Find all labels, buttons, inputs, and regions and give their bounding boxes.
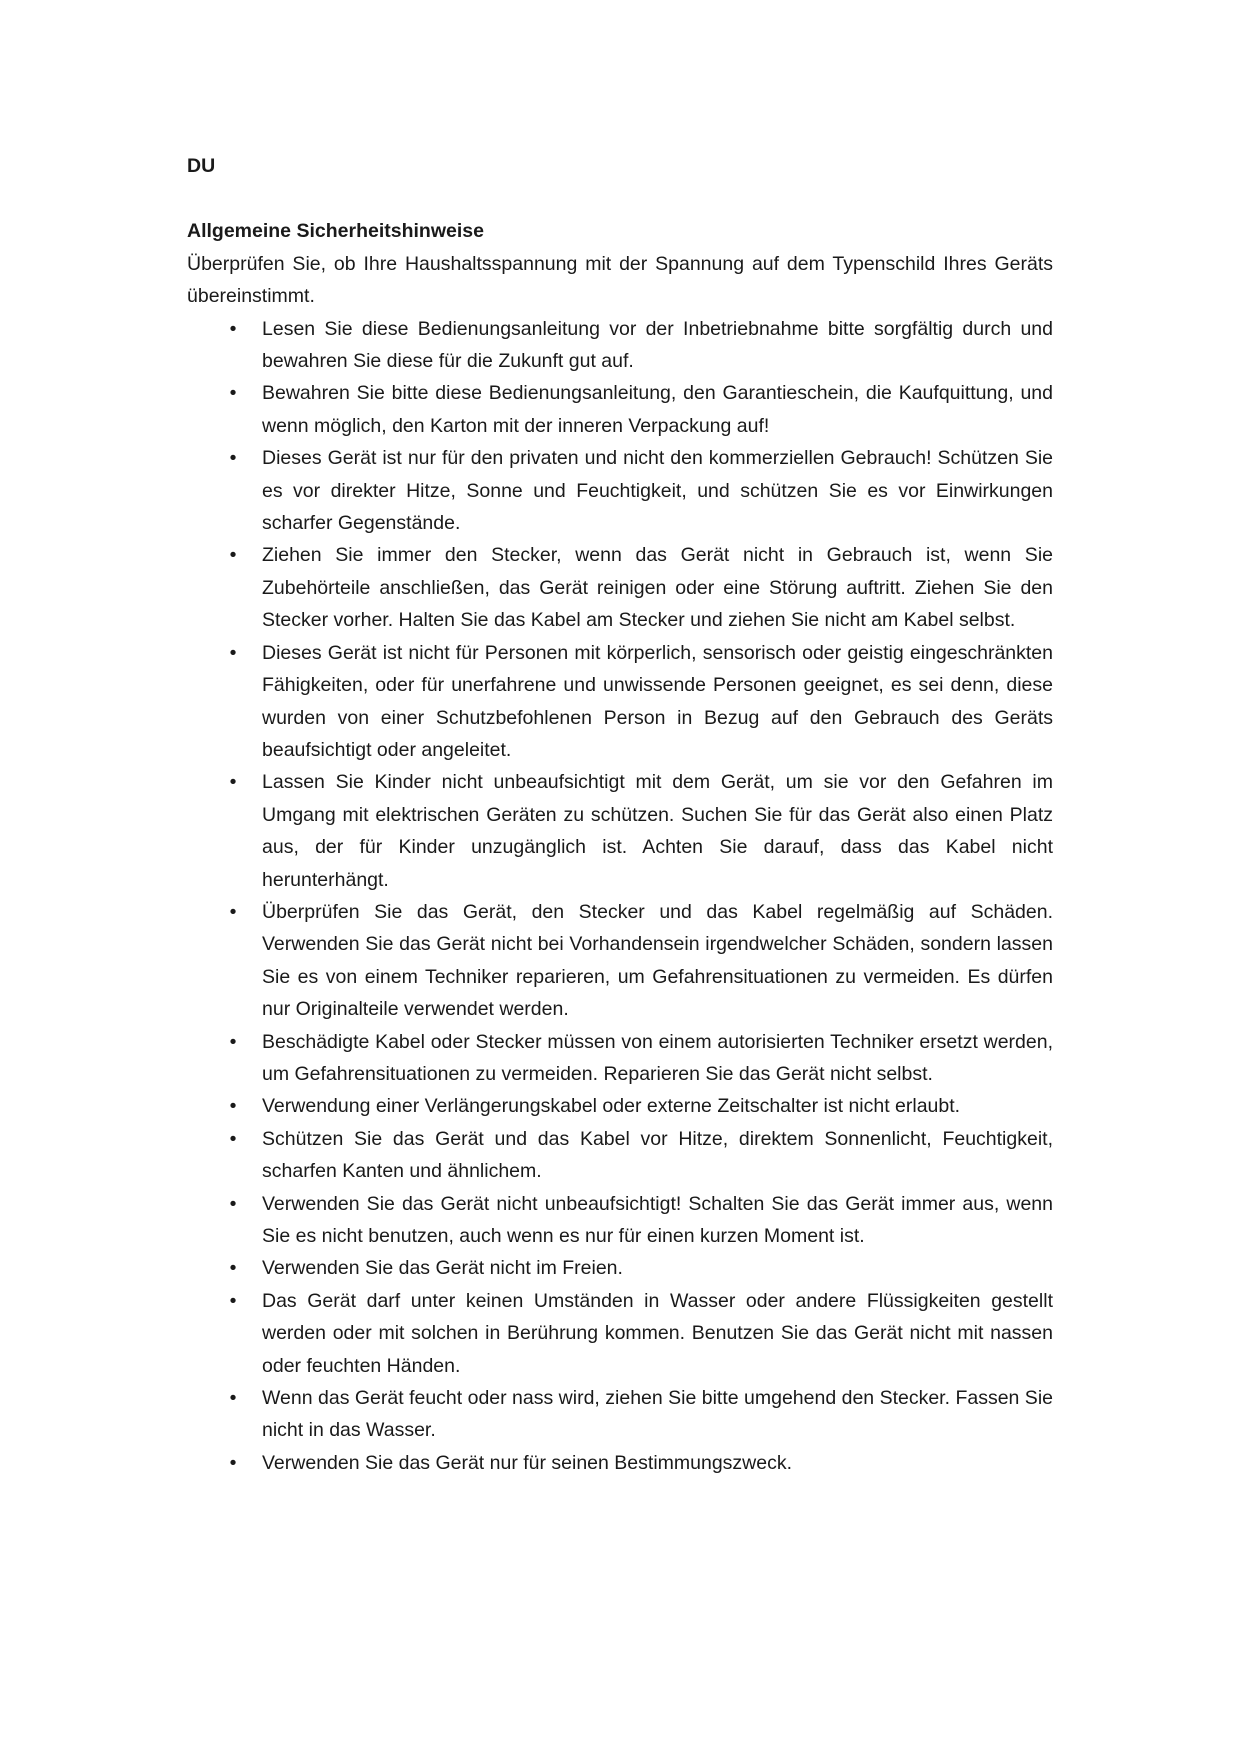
document-content — [187, 150, 1053, 1479]
bullet-icon: • — [229, 1030, 237, 1053]
bullet-icon: • — [229, 1451, 237, 1474]
bullet-icon: • — [229, 1095, 237, 1118]
list-item — [187, 1285, 1053, 1382]
list-item-text: Ziehen Sie immer den Stecker, wenn das Gerät nicht in Gebrauch ist, wenn Sie Zubehörteile anschließen, das Gerät reinigen oder eine Störung auftritt. Ziehen Sie den Stecker vorher. Halten Sie das Kabel am Stecker und ziehen Sie nicht am Kabel selbst. — [262, 544, 1053, 632]
list-item-text: Wenn das Gerät feucht oder nass wird, ziehen Sie bitte umgehend den Stecker. Fassen Sie nicht in das Wasser. — [262, 1387, 1053, 1442]
list-item — [187, 1090, 1053, 1122]
bullet-icon: • — [229, 900, 237, 923]
bullet-icon: • — [229, 1257, 237, 1280]
list-item-text: Überprüfen Sie das Gerät, den Stecker und das Kabel regelmäßig auf Schäden. Verwenden Sie das Gerät nicht bei Vorhandensein irgendwelcher Schäden, sondern lassen Sie es von einem Techniker reparieren, um Gefahrensituationen zu vermeiden. Es dürfen nur Originalteile verwendet werden. — [262, 900, 1053, 1021]
list-item — [187, 1026, 1053, 1091]
list-item-text: Verwendung einer Verlängerungskabel oder externe Zeitschalter ist nicht erlaubt. — [262, 1095, 961, 1118]
bullet-icon: • — [229, 771, 237, 794]
list-item — [187, 377, 1053, 442]
language-code: DU — [187, 155, 216, 177]
list-item — [187, 1188, 1053, 1253]
list-item-text: Verwenden Sie das Gerät nicht unbeaufsichtigt! Schalten Sie das Gerät immer aus, wenn Sie es nicht benutzen, auch wenn es nur für einen kurzen Moment ist. — [262, 1192, 1053, 1247]
list-item-text: Beschädigte Kabel oder Stecker müssen von einem autorisierten Techniker ersetzt werden, um Gefahrensituationen zu vermeiden. Reparieren Sie das Gerät nicht selbst. — [262, 1030, 1053, 1085]
list-item-text: Dieses Gerät ist nur für den privaten und nicht den kommerziellen Gebrauch! Schützen Sie es vor direkter Hitze, Sonne und Feuchtigkeit, und schützen Sie es vor Einwirkungen scharfer Gegenstände. — [262, 447, 1053, 535]
list-item — [187, 1382, 1053, 1447]
list-item — [187, 637, 1053, 767]
list-item-text: Verwenden Sie das Gerät nicht im Freien. — [262, 1257, 623, 1280]
list-item — [187, 1447, 1053, 1479]
list-item — [187, 442, 1053, 539]
bullet-icon: • — [229, 544, 237, 567]
list-item-text: Bewahren Sie bitte diese Bedienungsanleitung, den Garantieschein, die Kaufquittung, und wenn möglich, den Karton mit der inneren Verpackung auf! — [262, 382, 1053, 437]
bullet-icon: • — [229, 317, 237, 340]
list-item — [187, 539, 1053, 636]
list-item — [187, 766, 1053, 896]
section-title: Allgemeine Sicherheitshinweise — [187, 220, 484, 243]
safety-hints-list — [187, 313, 1053, 1480]
list-item-text: Das Gerät darf unter keinen Umständen in Wasser oder andere Flüssigkeiten gestellt werden oder mit solchen in Berührung kommen. Benutzen Sie das Gerät nicht mit nassen oder feuchten Händen. — [262, 1289, 1053, 1377]
list-item — [187, 1123, 1053, 1188]
list-item-text: Verwenden Sie das Gerät nur für seinen Bestimmungszweck. — [262, 1451, 793, 1474]
list-item — [187, 1252, 1053, 1284]
bullet-icon: • — [229, 1127, 237, 1150]
intro-paragraph: Überprüfen Sie, ob Ihre Haushaltsspannung mit der Spannung auf dem Typenschild Ihres Geräts übereinstimmt. — [187, 252, 1053, 308]
list-item-text: Schützen Sie das Gerät und das Kabel vor Hitze, direktem Sonnenlicht, Feuchtigkeit, scharfen Kanten und ähnlichem. — [262, 1127, 1053, 1183]
bullet-icon: • — [229, 641, 237, 664]
list-item-text: Lassen Sie Kinder nicht unbeaufsichtigt mit dem Gerät, um sie vor den Gefahren im Umgang mit elektrischen Geräten zu schützen. Suchen Sie für das Gerät also einen Platz aus, der für Kinder unzugänglich ist. Achten Sie darauf, dass das Kabel nicht herunterhängt. — [262, 771, 1053, 891]
list-item-text: Dieses Gerät ist nicht für Personen mit körperlich, sensorisch oder geistig eingeschränkten Fähigkeiten, oder für unerfahrene und unwissende Personen geeignet, es sei denn, diese wurden von einer Schutzbefohlenen Person in Bezug auf den Gebrauch des Geräts beaufsichtigt oder angeleitet. — [262, 641, 1053, 761]
bullet-icon: • — [229, 382, 237, 405]
list-item — [187, 896, 1053, 1026]
bullet-icon: • — [229, 1192, 237, 1215]
list-item — [187, 313, 1053, 378]
bullet-icon: • — [229, 447, 237, 470]
bullet-icon: • — [229, 1289, 237, 1312]
bullet-icon: • — [229, 1387, 237, 1410]
list-item-text: Lesen Sie diese Bedienungsanleitung vor der Inbetriebnahme bitte sorgfältig durch und bewahren Sie diese für die Zukunft gut auf. — [262, 317, 1053, 373]
